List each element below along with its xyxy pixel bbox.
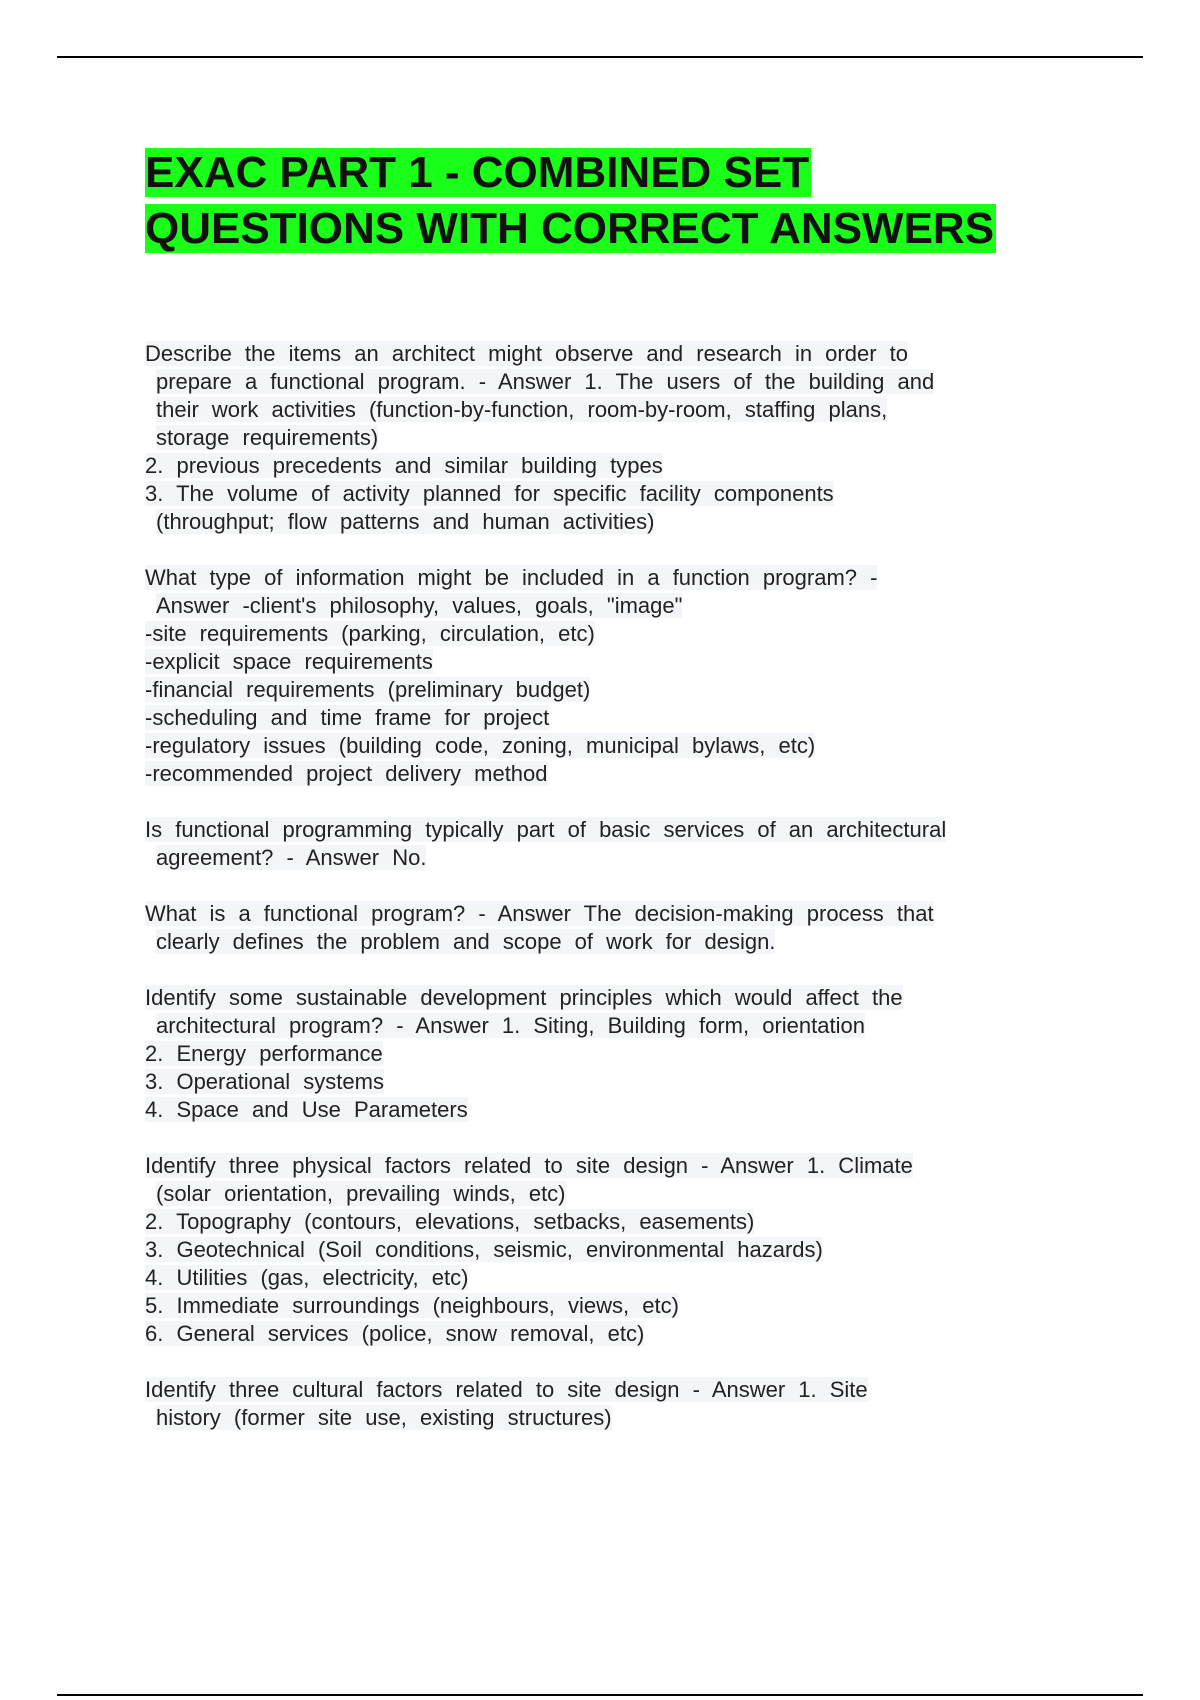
text-line: 3. Geotechnical (Soil conditions, seismic, environmental hazards) xyxy=(145,1237,823,1262)
qa-item-1 xyxy=(145,340,1080,536)
document-title xyxy=(145,145,1085,257)
title-line-1: EXAC PART 1 - COMBINED SET xyxy=(145,148,810,197)
document-body xyxy=(145,340,1080,1460)
text-line: Identify three physical factors related to site design - Answer 1. Climate xyxy=(145,1153,913,1178)
text-line: -regulatory issues (building code, zoning, municipal bylaws, etc) xyxy=(145,733,816,758)
top-rule xyxy=(57,56,1143,58)
text-line: -scheduling and time frame for project xyxy=(145,705,550,730)
text-line: history (former site use, existing structures) xyxy=(156,1405,612,1430)
qa-item-2 xyxy=(145,564,1080,788)
text-line: -explicit space requirements xyxy=(145,649,433,674)
text-line: 3. The volume of activity planned for specific facility components xyxy=(145,481,834,506)
text-line: -recommended project delivery method xyxy=(145,761,548,786)
text-line: 4. Utilities (gas, electricity, etc) xyxy=(145,1265,469,1290)
text-line: agreement? - Answer No. xyxy=(156,845,427,870)
text-line: 2. Topography (contours, elevations, setbacks, easements) xyxy=(145,1209,755,1234)
text-line: Identify three cultural factors related to site design - Answer 1. Site xyxy=(145,1377,868,1402)
text-line: What is a functional program? - Answer The decision-making process that xyxy=(145,901,934,926)
text-line: Answer -client's philosophy, values, goals, "image" xyxy=(156,593,683,618)
qa-item-3 xyxy=(145,816,1080,872)
text-line: Identify some sustainable development principles which would affect the xyxy=(145,985,903,1010)
text-line: (throughput; flow patterns and human activities) xyxy=(156,509,655,534)
qa-item-7 xyxy=(145,1376,1080,1432)
text-line: Describe the items an architect might observe and research in order to xyxy=(145,341,908,366)
text-line: their work activities (function-by-function, room-by-room, staffing plans, xyxy=(156,397,888,422)
qa-item-4 xyxy=(145,900,1080,956)
text-line: Is functional programming typically part of basic services of an architectural xyxy=(145,817,947,842)
text-line: 6. General services (police, snow removal, etc) xyxy=(145,1321,645,1346)
text-line: storage requirements) xyxy=(156,425,379,450)
text-line: -financial requirements (preliminary budget) xyxy=(145,677,591,702)
text-line: prepare a functional program. - Answer 1. The users of the building and xyxy=(156,369,935,394)
text-line: -site requirements (parking, circulation, etc) xyxy=(145,621,595,646)
text-line: 2. Energy performance xyxy=(145,1041,383,1066)
bottom-rule xyxy=(57,1694,1143,1696)
text-line: 4. Space and Use Parameters xyxy=(145,1097,468,1122)
text-line: clearly defines the problem and scope of work for design. xyxy=(156,929,776,954)
title-line-2: QUESTIONS WITH CORRECT ANSWERS xyxy=(145,204,995,253)
text-line: 3. Operational systems xyxy=(145,1069,384,1094)
qa-item-6 xyxy=(145,1152,1080,1348)
text-line: (solar orientation, prevailing winds, etc) xyxy=(156,1181,566,1206)
text-line: architectural program? - Answer 1. Siting, Building form, orientation xyxy=(156,1013,865,1038)
text-line: What type of information might be included in a function program? - xyxy=(145,565,878,590)
text-line: 2. previous precedents and similar building types xyxy=(145,453,663,478)
qa-item-5 xyxy=(145,984,1080,1124)
text-line: 5. Immediate surroundings (neighbours, views, etc) xyxy=(145,1293,679,1318)
